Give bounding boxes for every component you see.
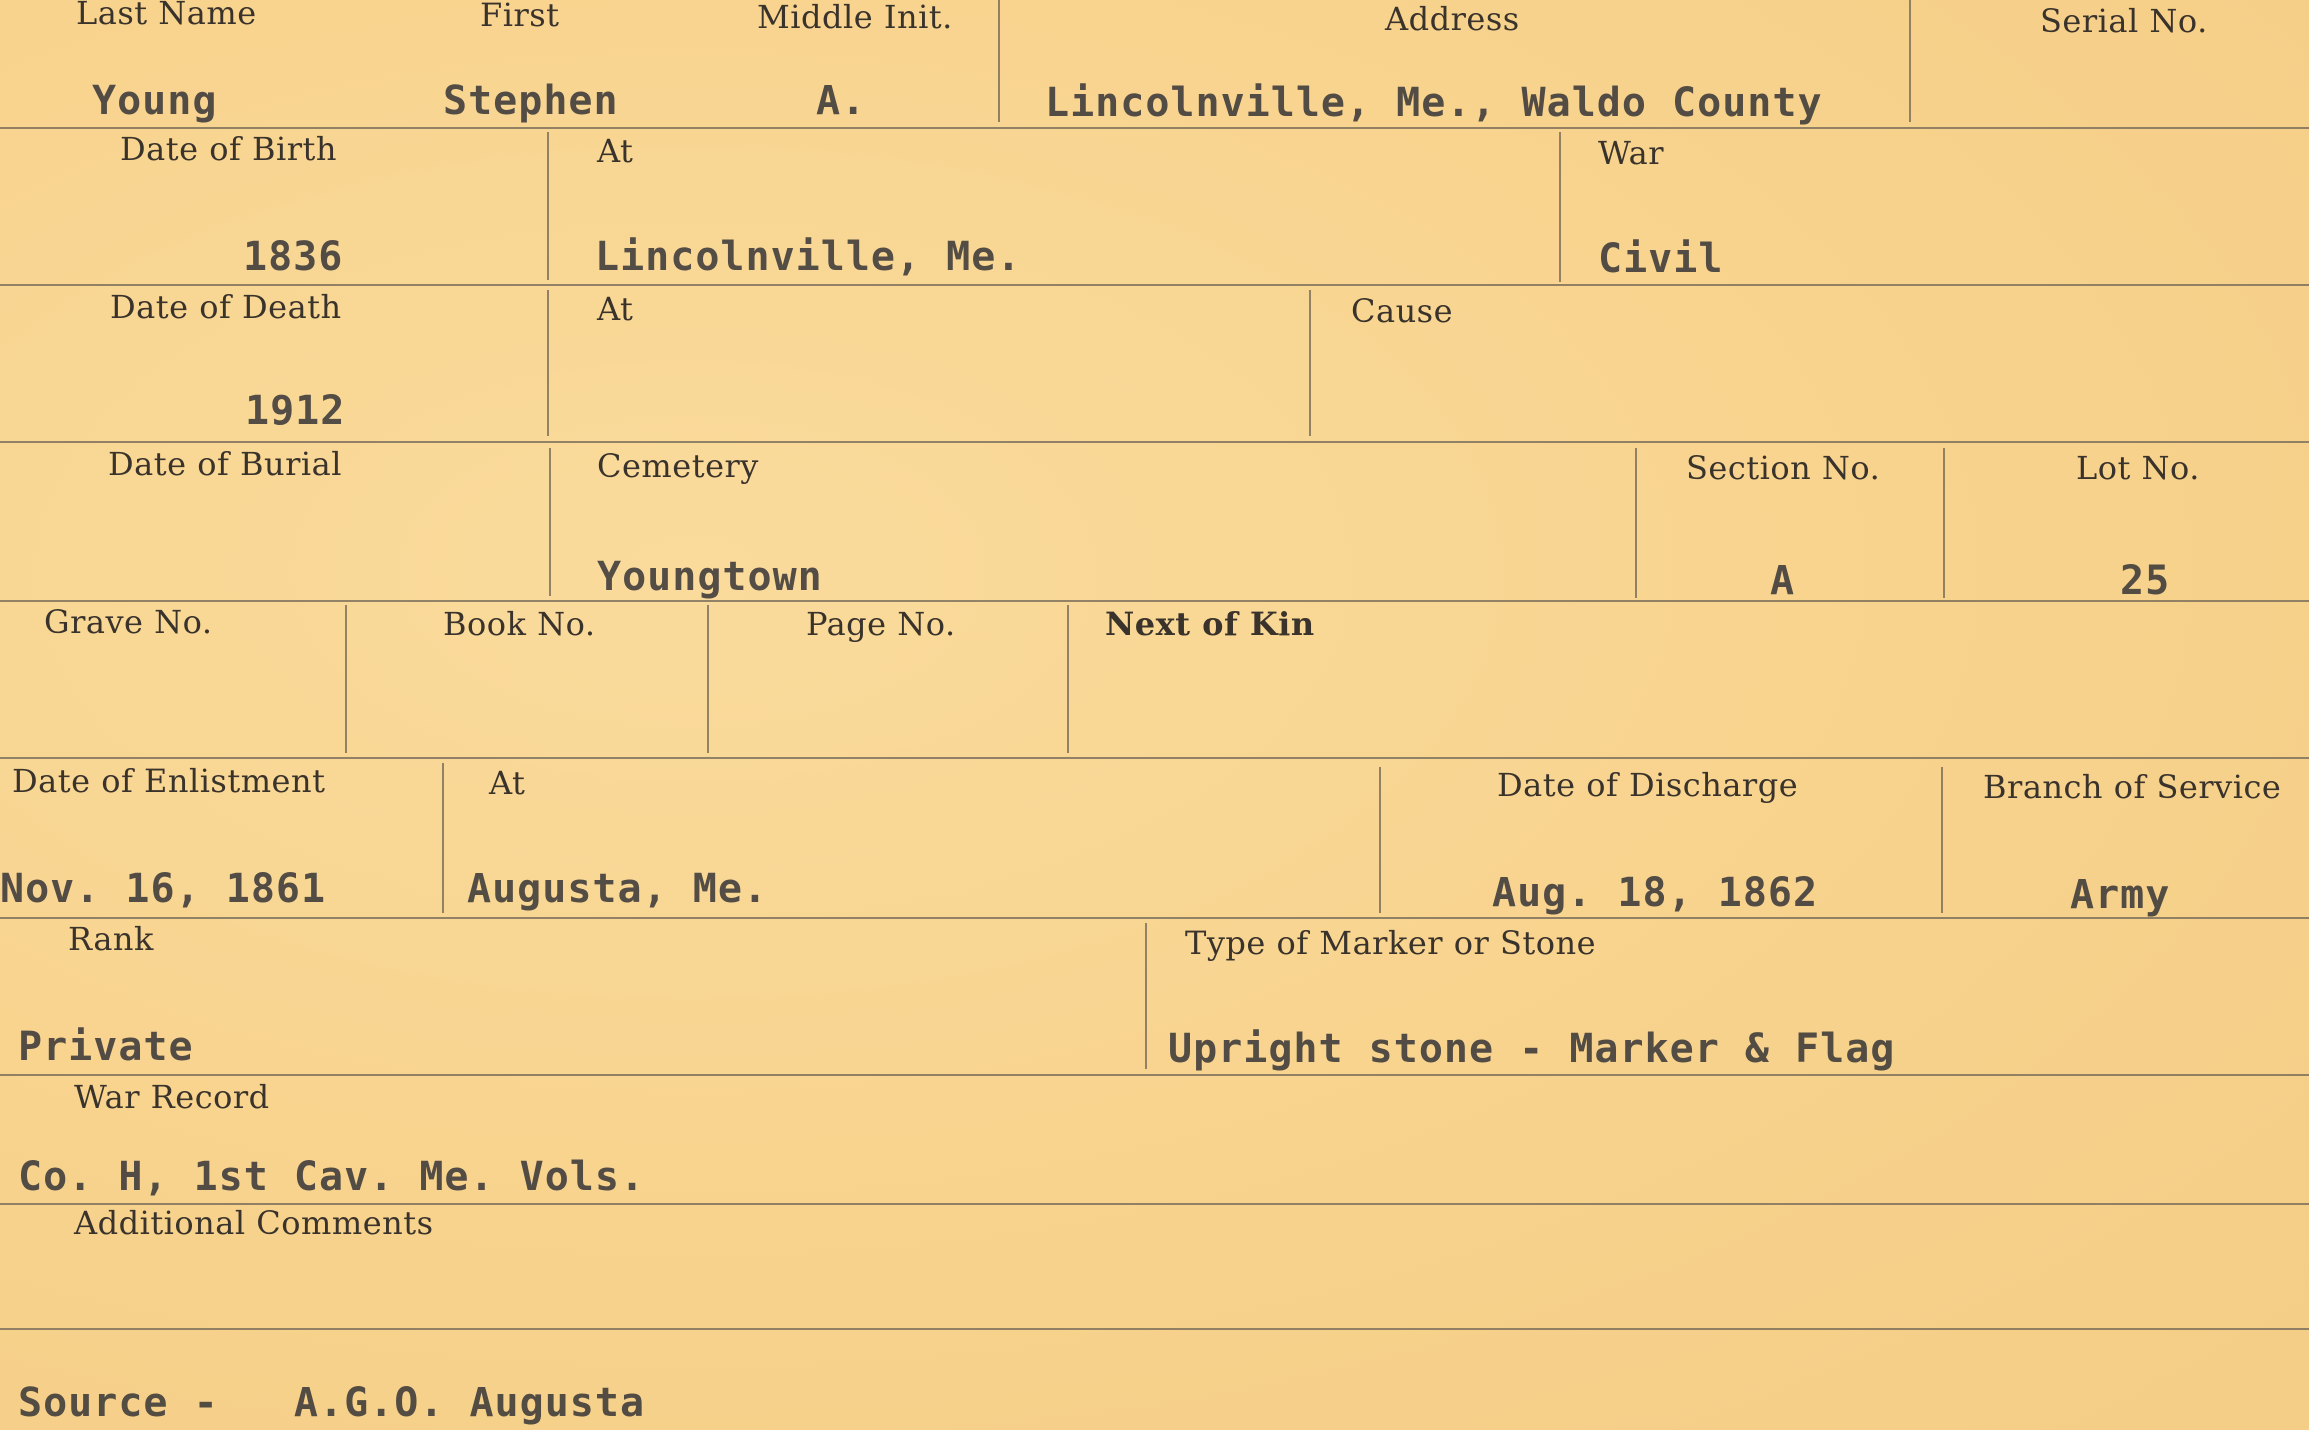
column-divider [1909,0,1911,122]
column-divider [1559,132,1561,282]
war-record-label: War Record [74,1078,270,1116]
row-divider [0,600,2309,602]
middle-init-value: A. [816,78,867,124]
address-value: Lincolnville, Me., Waldo County [1045,80,1823,126]
date-of-discharge-value: Aug. 18, 1862 [1492,870,1819,916]
additional-comments-label: Additional Comments [74,1204,434,1242]
date-of-death-value: 1912 [245,388,346,434]
branch-of-service-value: Army [2070,872,2171,918]
page-no-label: Page No. [806,605,956,643]
grave-no-label: Grave No. [44,603,213,641]
date-of-enlistment-label: Date of Enlistment [12,762,326,800]
column-divider [1309,290,1311,436]
row-divider [0,1074,2309,1076]
row-divider [0,1328,2309,1330]
cemetery-label: Cemetery [597,447,759,485]
last-name-value: Young [92,78,218,124]
first-name-label: First [480,0,560,34]
last-name-label: Last Name [76,0,257,32]
enlist-at-label: At [489,764,526,802]
source-value: Source - A.G.O. Augusta [18,1380,646,1426]
war-value: Civil [1598,236,1724,282]
row-divider [0,917,2309,919]
column-divider [1941,767,1943,913]
row-divider [0,284,2309,286]
date-of-discharge-label: Date of Discharge [1497,766,1799,804]
column-divider [1145,923,1147,1069]
section-no-label: Section No. [1686,449,1881,487]
row-divider [0,127,2309,129]
war-record-value: Co. H, 1st Cav. Me. Vols. [18,1154,646,1200]
column-divider [1943,448,1945,598]
rank-label: Rank [68,920,154,958]
next-of-kin-label: Next of Kin [1105,605,1315,643]
column-divider [1635,448,1637,598]
column-divider [547,132,549,280]
date-of-birth-value: 1836 [243,234,344,280]
date-of-enlistment-value: Nov. 16, 1861 [0,866,327,912]
lot-no-label: Lot No. [2076,449,2200,487]
middle-init-label: Middle Init. [757,0,953,36]
row-divider [0,757,2309,759]
marker-type-label: Type of Marker or Stone [1185,924,1597,962]
rank-value: Private [18,1024,194,1070]
book-no-label: Book No. [443,605,596,643]
column-divider [1067,605,1069,753]
first-name-value: Stephen [443,78,619,124]
birth-at-value: Lincolnville, Me. [595,234,1022,280]
cause-label: Cause [1351,292,1454,330]
row-divider [0,441,2309,443]
war-label: War [1598,134,1664,172]
section-no-value: A [1770,558,1796,604]
lot-no-value: 25 [2120,558,2171,604]
column-divider [442,763,444,913]
column-divider [1379,767,1381,913]
death-at-label: At [597,290,634,328]
column-divider [345,605,347,753]
column-divider [549,448,551,596]
branch-of-service-label: Branch of Service [1983,768,2282,806]
birth-at-label: At [597,132,634,170]
date-of-death-label: Date of Death [110,288,342,326]
column-divider [998,0,1000,122]
address-label: Address [1385,0,1520,38]
column-divider [547,290,549,436]
date-of-birth-label: Date of Birth [120,130,337,168]
column-divider [707,605,709,753]
marker-type-value: Upright stone - Marker & Flag [1168,1026,1896,1072]
serial-no-label: Serial No. [2040,2,2208,40]
date-of-burial-label: Date of Burial [108,445,342,483]
enlist-at-value: Augusta, Me. [467,866,768,912]
cemetery-value: Youngtown [597,554,823,600]
